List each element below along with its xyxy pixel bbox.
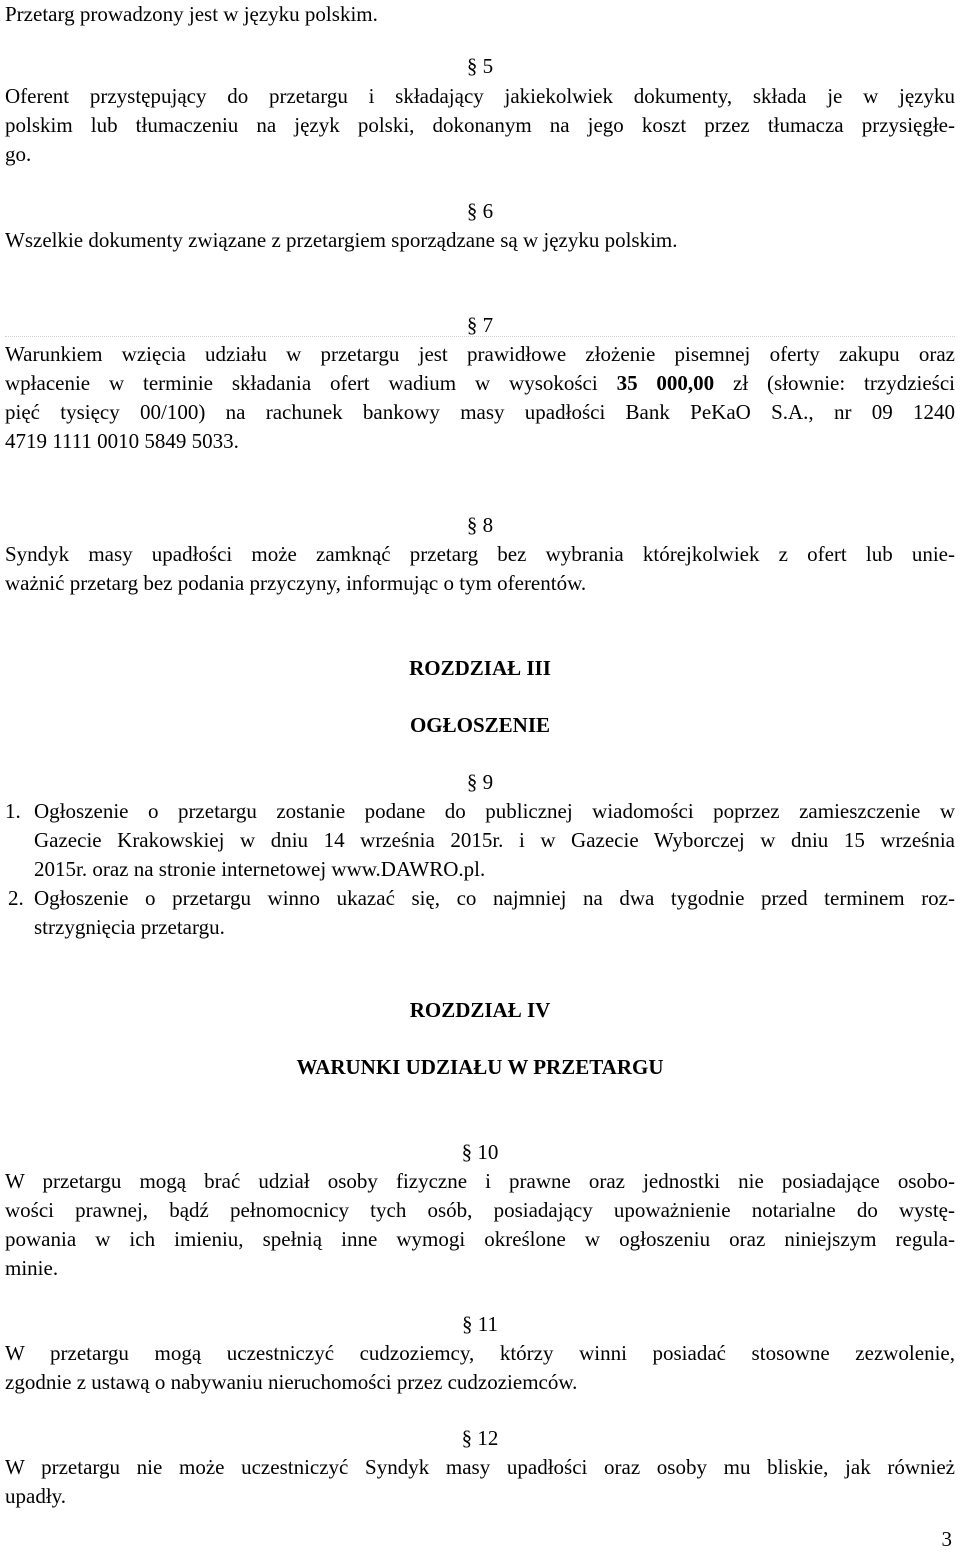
intro-line: Przetarg prowadzony jest w języku polskim. (5, 2, 378, 26)
section-7-mark: § 7 (466, 313, 494, 337)
chapter-3-title: ROZDZIAŁ III (409, 656, 551, 680)
section-7-line-2-after: zł (słownie: trzydzieści (714, 371, 956, 395)
chapter-4-title: ROZDZIAŁ IV (409, 998, 551, 1022)
section-10-mark: § 10 (461, 1140, 499, 1164)
section-8-mark: § 8 (466, 513, 494, 537)
page-number: 3 (941, 1527, 952, 1551)
section-9-item-1-line-3: 2015r. oraz na stronie internetowej www.DAWRO.pl. (34, 857, 486, 881)
wadium-amount: 35 000,00 (616, 371, 715, 395)
section-10-line-4: minie. (5, 1256, 59, 1280)
section-12-line-1: W przetargu nie może uczestniczyć Syndyk masy upadłości oraz osoby mu bliskie, jak również (5, 1455, 955, 1479)
chapter-4-subtitle: WARUNKI UDZIAŁU W PRZETARGU (296, 1055, 664, 1079)
section-10-line-1: W przetargu mogą brać udział osoby fizyczne i prawne oraz jednostki nie posiadające osobo- (5, 1169, 955, 1193)
section-9-mark: § 9 (466, 770, 494, 794)
section-11-line-1: W przetargu mogą uczestniczyć cudzoziemcy, którzy winni posiadać stosowne zezwolenie, (5, 1341, 955, 1365)
section-7-line-2-before: wpłacenie w terminie składania ofert wadium w wysokości (5, 371, 617, 395)
section-5-mark: § 5 (466, 54, 494, 78)
section-9-item-2-line-1: Ogłoszenie o przetargu winno ukazać się, co najmniej na dwa tygodnie przed terminem roz- (34, 886, 955, 910)
section-7-line-4: 4719 1111 0010 5849 5033. (5, 429, 239, 453)
section-7-line-2 (5, 369, 955, 398)
chapter-3-subtitle: OGŁOSZENIE (409, 713, 551, 737)
section-9-item-1-line-1: Ogłoszenie o przetargu zostanie podane do publicznej wiadomości poprzez zamieszczenie w (34, 799, 955, 823)
section-5-line-3: go. (5, 142, 32, 166)
section-8-line-1: Syndyk masy upadłości może zamknąć przetarg bez wybrania którejkolwiek z ofert lub unie- (5, 542, 955, 566)
section-10-line-3: powania w ich imieniu, spełnią inne wymogi określone w ogłoszeniu oraz niniejszym regula- (5, 1227, 955, 1251)
section-9-item-1-line-2: Gazecie Krakowskiej w dniu 14 września 2015r. i w Gazecie Wyborczej w dniu 15 września (34, 828, 955, 852)
section-7-line-1: Warunkiem wzięcia udziału w przetargu jest prawidłowe złożenie pisemnej oferty zakupu oraz (5, 342, 955, 366)
section-11-line-2: zgodnie z ustawą o nabywaniu nieruchomości przez cudzoziemców. (5, 1370, 578, 1394)
section-6-mark: § 6 (466, 199, 494, 223)
section-8-line-2: ważnić przetarg bez podania przyczyny, informując o tym oferentów. (5, 571, 587, 595)
section-12-mark: § 12 (461, 1426, 499, 1450)
section-7-line-3: pięć tysięcy 00/100) na rachunek bankowy masy upadłości Bank PeKaO S.A., nr 09 1240 (5, 400, 955, 424)
section-6-line-1: Wszelkie dokumenty związane z przetargiem sporządzane są w języku polskim. (5, 228, 678, 252)
section-11-mark: § 11 (462, 1312, 498, 1336)
section-10-line-2: wości prawnej, bądź pełnomocnicy tych osób, posiadający upoważnienie notarialne do wystę- (5, 1198, 955, 1222)
section-9-item-2-number: 2. (8, 886, 24, 910)
section-12-line-2: upadły. (5, 1484, 67, 1508)
section-5-line-1: Oferent przystępujący do przetargu i składający jakiekolwiek dokumenty, składa je w języku (5, 84, 955, 108)
section-9-item-2-line-2: strzygnięcia przetargu. (34, 915, 225, 939)
section-5-line-2: polskim lub tłumaczeniu na język polski, dokonanym na jego koszt przez tłumacza przysięgłe- (5, 113, 955, 137)
section-9-item-1-number: 1. (5, 799, 21, 823)
